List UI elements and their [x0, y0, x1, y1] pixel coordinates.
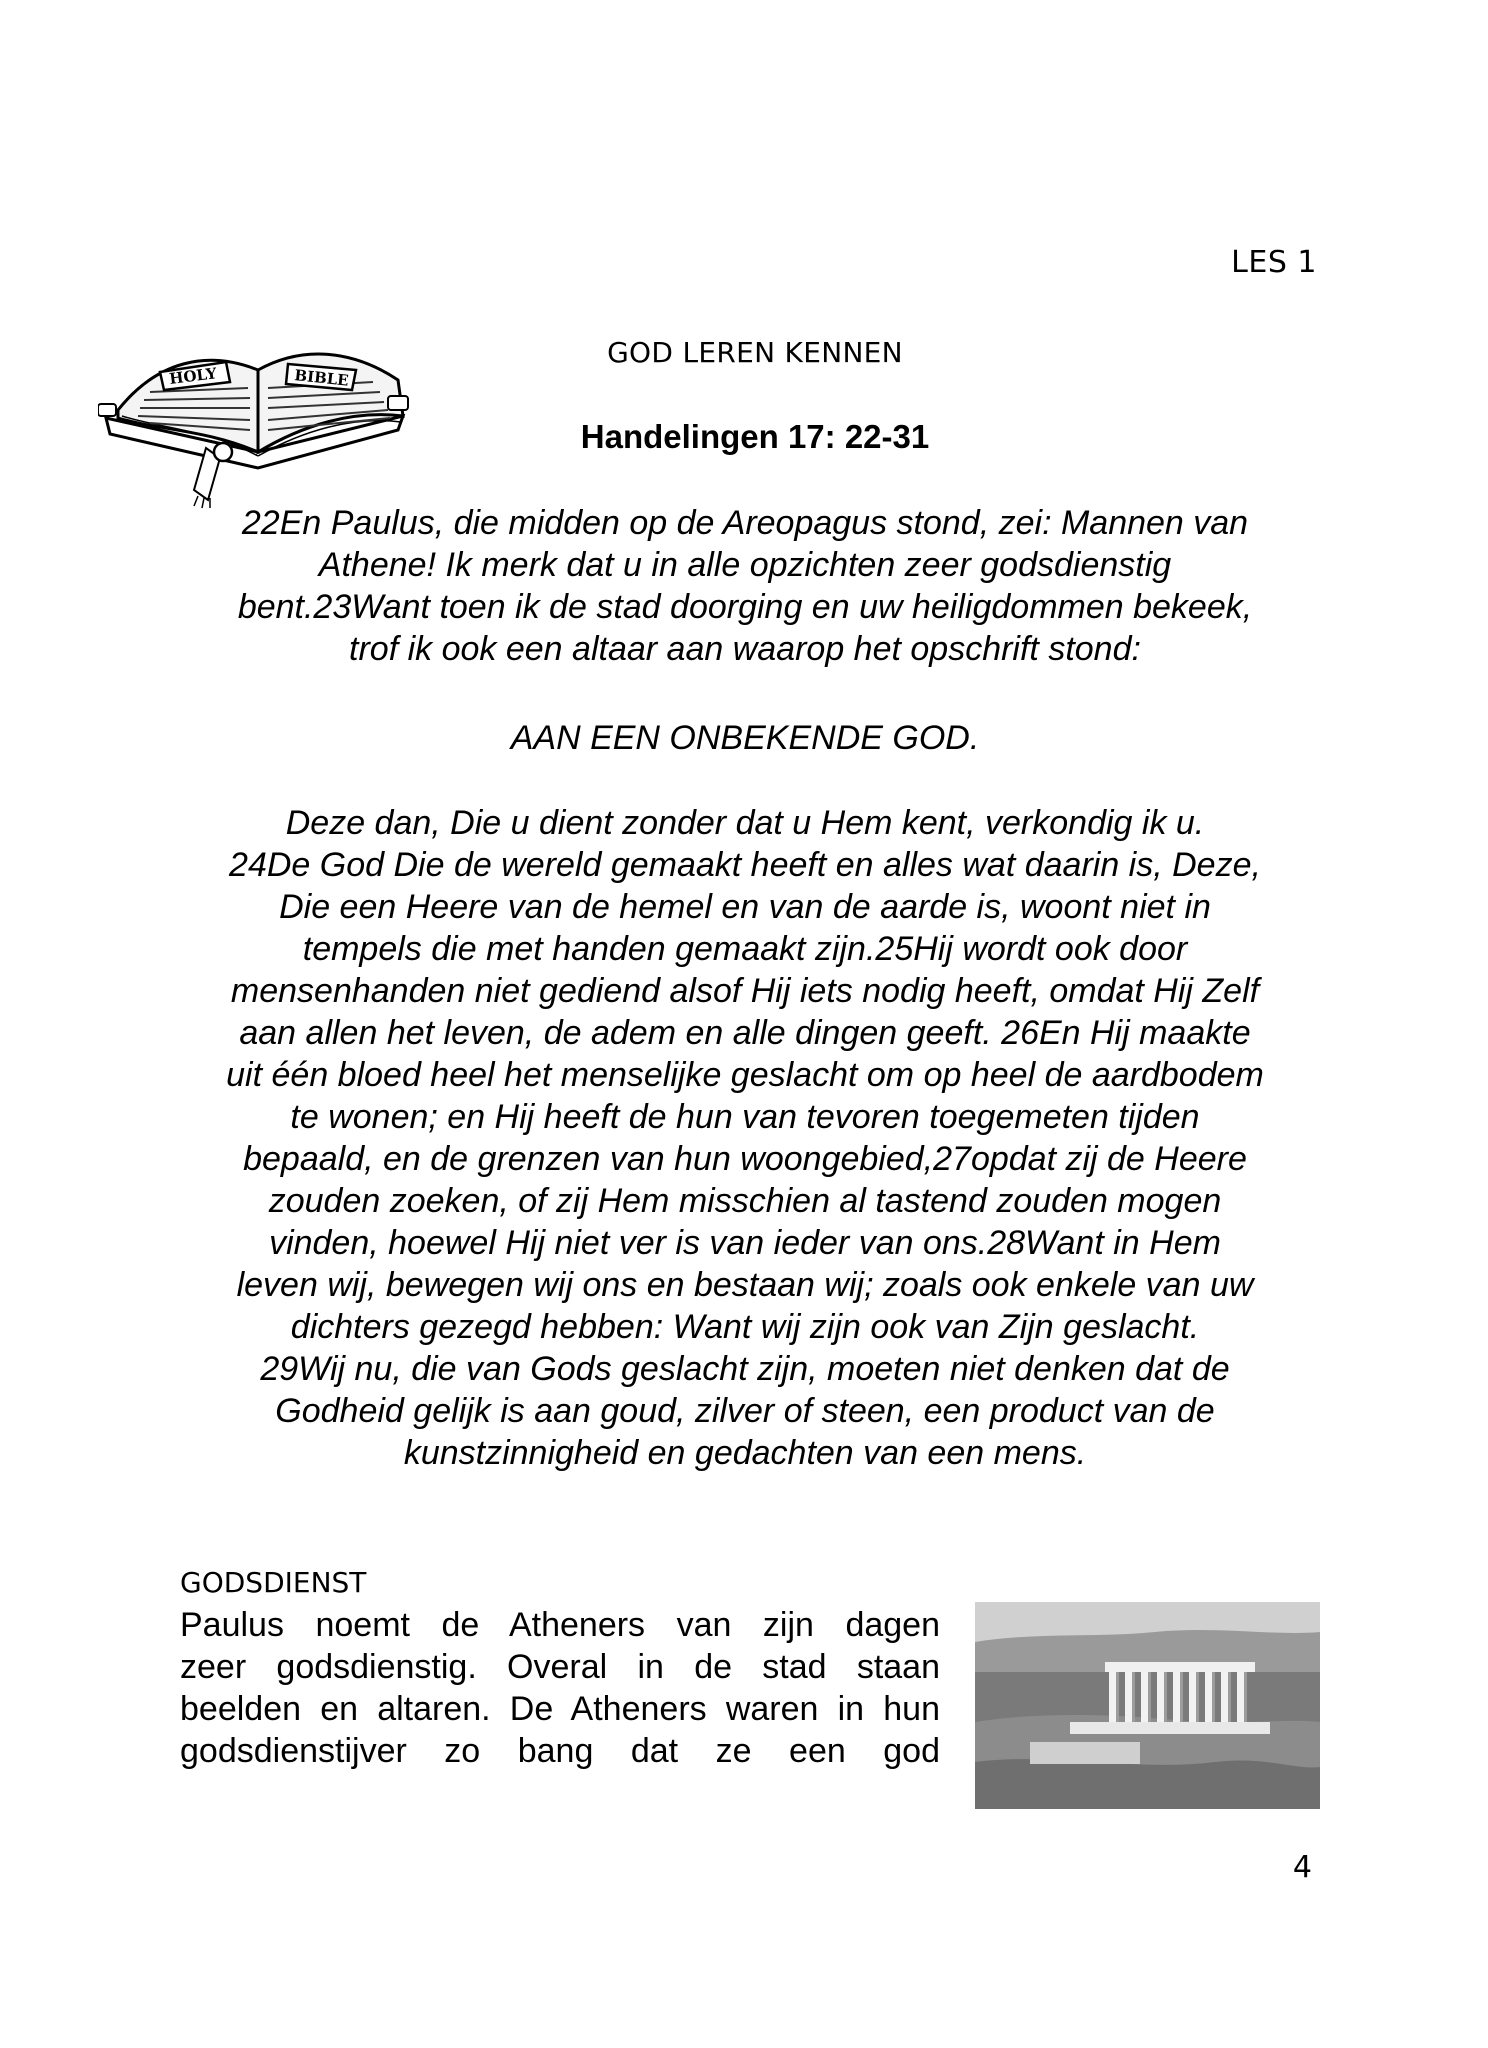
lesson-title: GOD LEREN KENNEN [607, 336, 903, 369]
scripture-line: Deze dan, Die u dient zonder dat u Hem kent, verkondig ik u. [285, 804, 1205, 842]
paragraph-line: godsdienstijver zo bang dat ze een god [180, 1732, 940, 1770]
paragraph-line: Paulus noemt de Atheners van zijn dagen [180, 1606, 940, 1644]
scripture-line: trof ik ook een altaar aan waarop het opschrift stond: [349, 630, 1141, 668]
godsdienst-paragraph [180, 1604, 940, 1772]
scripture-line: leven wij, bewegen wij ons en bestaan wij; zoals ook enkele van uw [236, 1266, 1254, 1304]
scripture-line: kunstzinnigheid en gedachten van een mens. [403, 1434, 1087, 1472]
paragraph-line: zeer godsdienstig. Overal in de stad staan [180, 1648, 940, 1686]
page-number: 4 [1292, 1850, 1312, 1885]
inscription-text: AAN EEN ONBEKENDE GOD. [510, 719, 980, 757]
scripture-line: mensenhanden niet gediend alsof Hij iets nodig heeft, omdat Hij Zelf [230, 972, 1260, 1010]
altar-inscription [170, 717, 1320, 759]
scripture-line: 22En Paulus, die midden op de Areopagus stond, zei: Mannen van [241, 504, 1249, 542]
scripture-line: bent.23Want toen ik de stad doorging en uw heiligdommen bekeek, [237, 588, 1253, 626]
temple-photo [975, 1602, 1320, 1809]
lesson-label: LES 1 [1231, 245, 1317, 280]
scripture-line: bepaald, en de grenzen van hun woongebied,27opdat zij de Heere [243, 1140, 1247, 1178]
scripture-line: uit één bloed heel het menselijke geslacht om op heel de aardbodem [226, 1056, 1264, 1094]
scripture-line: vinden, hoewel Hij niet ver is van ieder van ons.28Want in Hem [269, 1224, 1221, 1262]
scripture-line: Godheid gelijk is aan goud, zilver of steen, een product van de [275, 1392, 1215, 1430]
scripture-line: dichters gezegd hebben: Want wij zijn ook van Zijn geslacht. [290, 1308, 1200, 1346]
scripture-line: 24De God Die de wereld gemaakt heeft en alles wat daarin is, Deze, [229, 846, 1261, 884]
scripture-reference: Handelingen 17: 22-31 [580, 418, 930, 455]
svg-text:HOLY: HOLY [168, 364, 218, 388]
scripture-line: tempels die met handen gemaakt zijn.25Hij wordt ook door [302, 930, 1188, 968]
scripture-line: te wonen; en Hij heeft de hun van tevoren toegemeten tijden [290, 1098, 1200, 1136]
godsdienst-heading: GODSDIENST [180, 1566, 367, 1599]
scripture-intro [170, 502, 1320, 670]
scripture-line: Athene! Ik merk dat u in alle opzichten zeer godsdienstig [318, 546, 1172, 584]
svg-text:BIBLE: BIBLE [293, 366, 350, 390]
paragraph-line: beelden en altaren. De Atheners waren in hun [180, 1690, 940, 1728]
scripture-line: aan allen het leven, de adem en alle dingen geeft. 26En Hij maakte [239, 1014, 1251, 1052]
scripture-line: Die een Heere van de hemel en van de aarde is, woont niet in [279, 888, 1211, 926]
holy-bible-illustration [98, 330, 418, 510]
scripture-line: zouden zoeken, of zij Hem misschien al tastend zouden mogen [268, 1182, 1222, 1220]
scripture-main [170, 802, 1320, 1474]
scripture-line: 29Wij nu, die van Gods geslacht zijn, moeten niet denken dat de [260, 1350, 1230, 1388]
